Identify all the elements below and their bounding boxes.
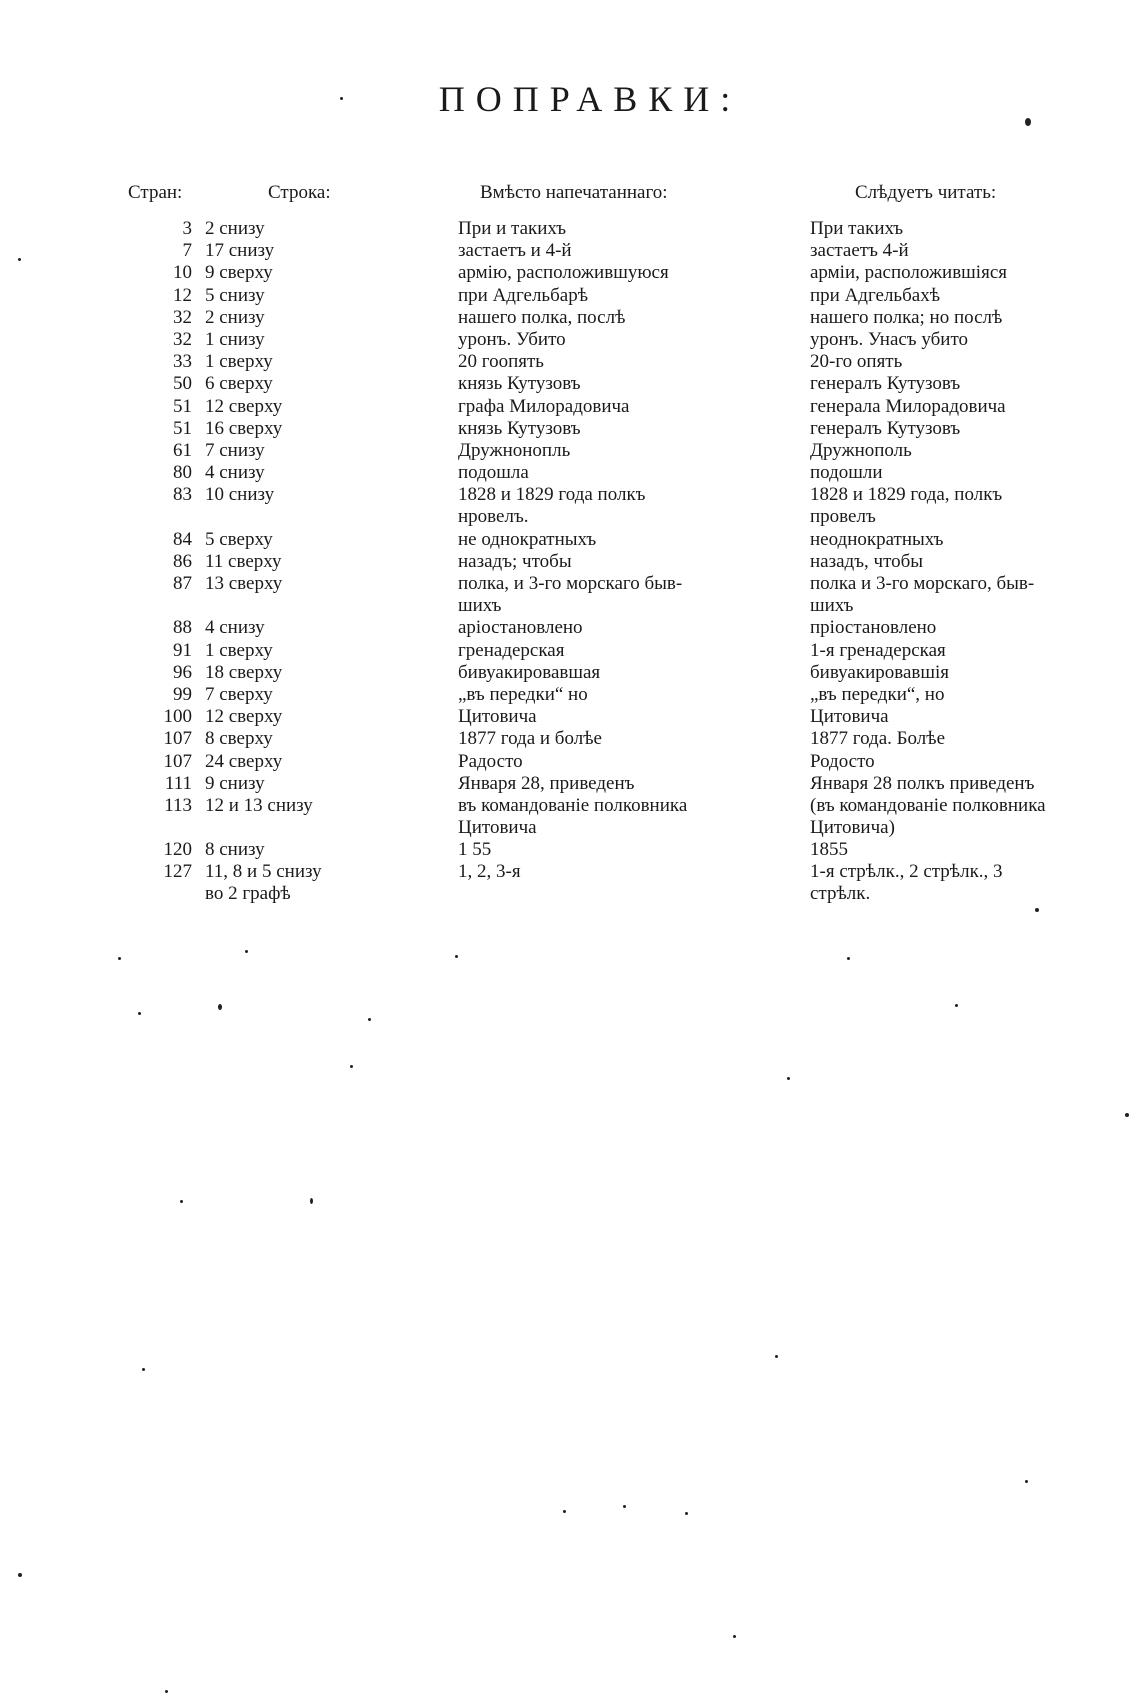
scan-speck [138,1012,141,1015]
table-row [0,662,1140,684]
cell-line: 4 снизу [205,462,265,484]
cell-read: (въ командованіе полковника Цитовича) [810,794,1046,838]
cell-printed: князь Кутузовъ [458,373,581,395]
table-row [0,396,1140,418]
cell-line: 11 сверху [205,550,282,572]
scan-speck [142,1368,145,1371]
cell-read: 1855 [810,839,848,861]
cell-read: неоднократныхъ [810,528,944,550]
cell-printed: Цитовича [458,706,537,728]
header-page: Стран: [128,182,183,203]
scan-speck [847,957,850,960]
cell-read: генералъ Кутузовъ [810,373,961,395]
cell-line: 24 сверху [205,750,283,772]
scan-speck [775,1355,778,1358]
cell-read: 1828 и 1829 года, полкъ провелъ [810,484,1003,528]
scan-speck [118,957,121,960]
cell-printed: 1877 года и болѣе [458,728,602,750]
cell-printed: подошла [458,462,529,484]
cell-printed: застаетъ и 4-й [458,240,572,262]
table-row [0,329,1140,351]
header-printed: Вмѣсто напечатаннаго: [480,182,668,203]
cell-printed: Радосто [458,750,523,772]
table-row [0,262,1140,284]
table-row [0,440,1140,462]
table-row [0,351,1140,373]
cell-page: 96 [173,661,192,683]
table-row [0,418,1140,440]
cell-page: 91 [173,639,192,661]
cell-line: 10 снизу [205,484,275,506]
table-row [0,573,1140,617]
cell-read: 20-го опять [810,351,903,373]
cell-printed: нашего полка, послѣ [458,306,626,328]
cell-line: 2 снизу [205,218,265,239]
scan-speck [733,1635,736,1638]
cell-line: 7 снизу [205,439,265,461]
cell-printed: „въ передки“ но [458,683,588,705]
scan-speck [787,1077,790,1080]
cell-page: 86 [173,550,192,572]
table-row [0,861,1140,905]
cell-page: 32 [173,306,192,328]
cell-read: подошли [810,462,883,484]
scan-speck [563,1510,566,1513]
cell-line: 6 сверху [205,373,273,395]
cell-line: 5 сверху [205,528,273,550]
cell-printed: Дружнонопль [458,439,571,461]
cell-read: нашего полка; но послѣ [810,306,1003,328]
table-row [0,484,1140,528]
cell-printed: Января 28, приведенъ [458,772,635,794]
cell-line: 12 сверху [205,706,283,728]
table-row [0,728,1140,750]
cell-page: 88 [173,617,192,639]
table-row [0,240,1140,262]
cell-page: 113 [164,794,192,816]
cell-printed: бивуакировавшая [458,661,601,683]
cell-read: 1-я стрѣлк., 2 стрѣлк., 3 стрѣлк. [810,861,1003,905]
table-row [0,462,1140,484]
cell-read: бивуакировавшія [810,661,950,683]
cell-printed: 1 55 [458,839,492,861]
cell-read: застаетъ 4-й [810,240,909,262]
cell-line: 16 сверху [205,417,283,439]
cell-page: 80 [173,462,192,484]
cell-page: 50 [173,373,192,395]
cell-read: При такихъ [810,218,904,239]
cell-line: 17 снизу [205,240,275,262]
cell-page: 51 [173,395,192,417]
table-row [0,529,1140,551]
cell-read: „въ передки“, но [810,683,945,705]
cell-read: генералъ Кутузовъ [810,417,961,439]
cell-line: 12 сверху [205,395,283,417]
cell-line: 9 сверху [205,262,273,284]
table-row [0,551,1140,573]
header-read: Слѣдуетъ читать: [855,182,997,203]
header-line: Строка: [268,182,331,203]
cell-line: 18 сверху [205,661,283,683]
cell-line: 8 сверху [205,728,273,750]
cell-printed: При и такихъ [458,218,567,239]
cell-page: 7 [182,240,192,262]
scan-speck [180,1200,183,1203]
table-header [0,182,1140,208]
cell-read: 1877 года. Болѣе [810,728,946,750]
cell-line: 1 сверху [205,639,273,661]
cell-page: 33 [173,351,192,373]
cell-read: генерала Милорадовича [810,395,1006,417]
scan-speck [685,1512,688,1515]
scan-speck [455,955,458,958]
scan-speck [18,258,21,261]
cell-printed: полка, и 3-го морскаго быв- шихъ [458,573,683,617]
errata-table [0,218,1140,906]
table-row [0,773,1140,795]
scan-speck [623,1505,626,1508]
cell-line: 7 сверху [205,683,273,705]
cell-page: 61 [173,439,192,461]
page-title: ПОПРАВКИ: [438,79,742,119]
scan-speck [310,1198,313,1204]
cell-page: 120 [163,839,192,861]
cell-line: 13 сверху [205,573,283,595]
cell-page: 107 [163,750,192,772]
table-row [0,285,1140,307]
cell-line: 1 сверху [205,351,273,373]
cell-page: 32 [173,328,192,350]
cell-line: 9 снизу [205,772,265,794]
table-row [0,684,1140,706]
cell-read: Дружнополь [810,439,912,461]
scan-speck [1035,908,1039,912]
cell-line: 8 снизу [205,839,265,861]
cell-page: 84 [173,528,192,550]
scan-speck [245,950,248,953]
cell-read: Января 28 полкъ приведенъ [810,772,1035,794]
cell-page: 100 [163,706,192,728]
cell-page: 127 [163,861,192,883]
cell-line: 12 и 13 снизу [205,794,313,816]
cell-read: уронъ. Унасъ убито [810,328,969,350]
scan-speck [340,97,343,100]
cell-page: 10 [173,262,192,284]
scan-speck [1025,1480,1028,1483]
table-row [0,617,1140,639]
cell-page: 51 [173,417,192,439]
cell-read: арміи, расположившіяся [810,262,1007,284]
cell-printed: гренадерская [458,639,565,661]
cell-page: 83 [173,484,192,506]
cell-page: 107 [163,728,192,750]
cell-line: 1 снизу [205,328,265,350]
cell-read: Цитовича [810,706,889,728]
cell-page: 87 [173,573,192,595]
table-row [0,307,1140,329]
cell-line: 2 снизу [205,306,265,328]
cell-printed: не однократныхъ [458,528,597,550]
scan-speck [165,1690,168,1693]
cell-printed: 20 гоопять [458,351,544,373]
cell-printed: 1828 и 1829 года полкъ нровелъ. [458,484,646,528]
scan-speck [218,1004,222,1010]
cell-printed: при Адгельбарѣ [458,284,589,306]
cell-page: 111 [164,772,192,794]
cell-page: 99 [173,683,192,705]
table-row [0,706,1140,728]
cell-printed: армію, расположившуюся [458,262,669,284]
cell-read: Родосто [810,750,875,772]
table-row [0,751,1140,773]
scan-speck [1025,118,1031,126]
cell-page: 12 [173,284,192,306]
table-row [0,839,1140,861]
cell-printed: 1, 2, 3-я [458,861,521,883]
cell-read: 1-я гренадерская [810,639,946,661]
table-row [0,640,1140,662]
table-row [0,218,1140,240]
cell-line: 4 снизу [205,617,265,639]
cell-read: пріостановлено [810,617,937,639]
table-row [0,373,1140,395]
cell-printed: аріостановлено [458,617,583,639]
scan-speck [18,1573,22,1577]
table-row [0,795,1140,839]
scan-speck [350,1065,353,1068]
cell-line: 11, 8 и 5 снизу во 2 графѣ [205,861,322,905]
cell-line: 5 снизу [205,284,265,306]
scan-speck [1125,1113,1129,1117]
cell-printed: въ командованіе полковника Цитовича [458,794,688,838]
cell-read: при Адгельбахѣ [810,284,941,306]
cell-printed: графа Милорадовича [458,395,630,417]
scan-speck [955,1004,958,1007]
scan-speck [368,1018,371,1021]
cell-printed: князь Кутузовъ [458,417,581,439]
cell-page: 3 [182,218,192,239]
cell-read: назадъ, чтобы [810,550,924,572]
cell-printed: назадъ; чтобы [458,550,572,572]
cell-printed: уронъ. Убито [458,328,566,350]
cell-read: полка и 3-го морскаго, быв- шихъ [810,573,1035,617]
